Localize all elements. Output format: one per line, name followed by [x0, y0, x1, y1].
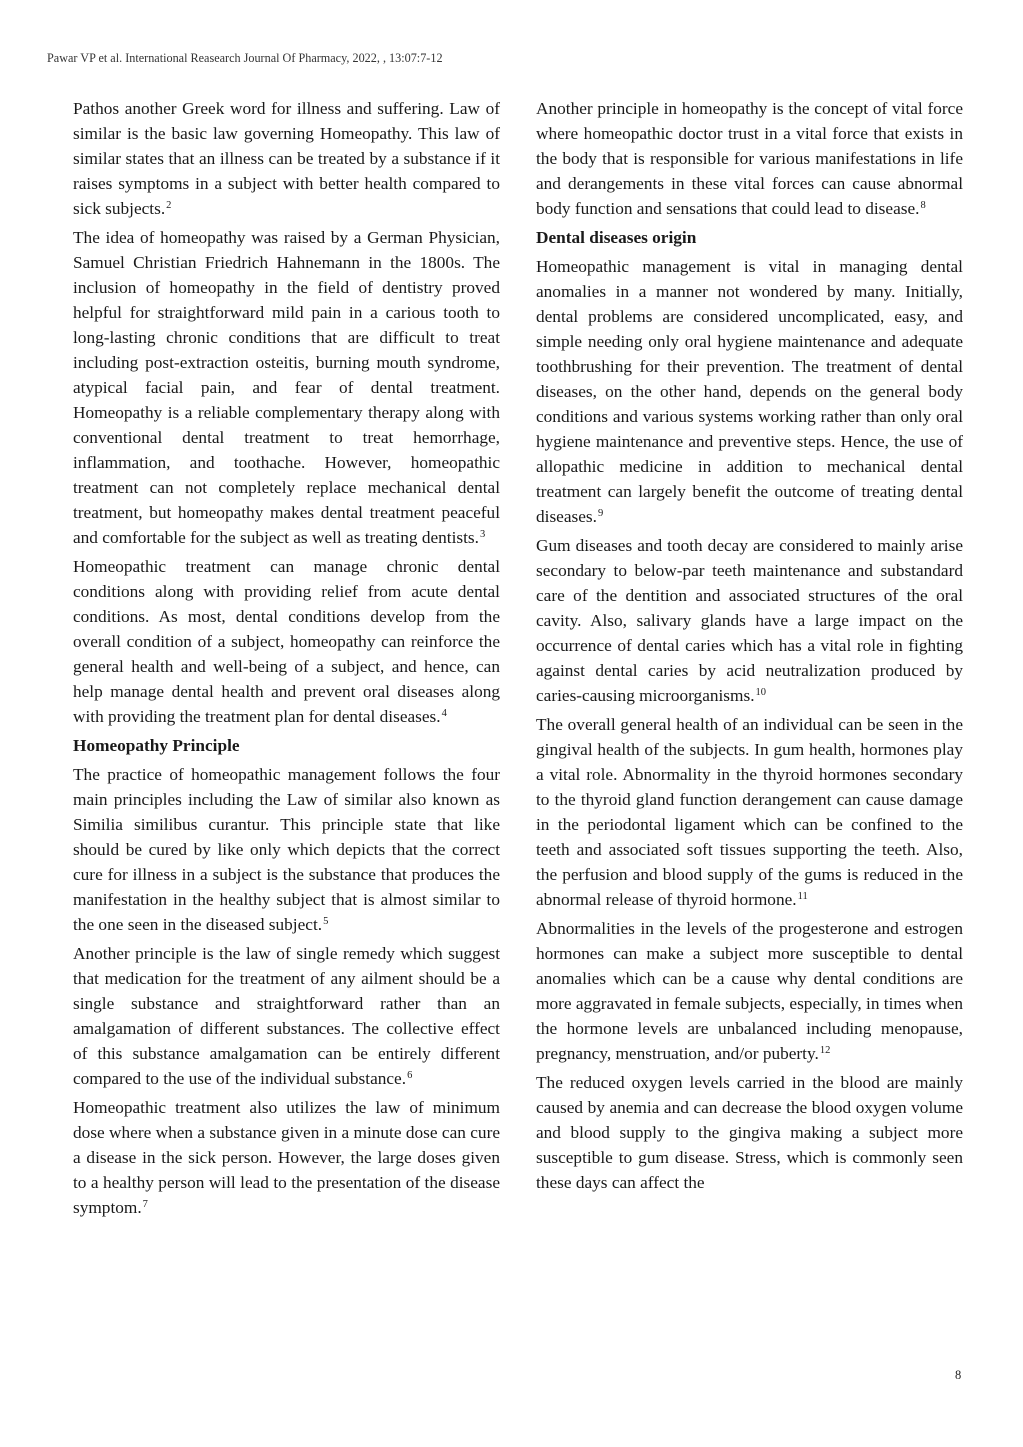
paragraph	[73, 1095, 500, 1220]
paragraph-text: The idea of homeopathy was raised by a German Physician, Samuel Christian Friedrich Hahnemann in the 1800s. The inclusion of homeopathy in the field of dentistry proved helpful for straightforward mild pain in a carious tooth to long-lasting chronic conditions that are difficult to treat including post-extraction osteitis, burning mouth syndrome, atypical facial pain, and fear of dental treatment. Homeopathy is a reliable complementary therapy along with conventional dental treatment to treat hemorrhage, inflammation, and toothache. However, homeopathic treatment can not completely replace mechanical dental treatment, but homeopathy makes dental treatment peaceful and comfortable for the subject as well as treating dentists.	[73, 228, 500, 547]
citation-ref: 4	[441, 707, 447, 719]
citation-ref: 3	[479, 528, 486, 540]
section-heading: Homeopathy Principle	[73, 736, 240, 755]
right-column	[536, 96, 963, 1199]
paragraph	[536, 96, 963, 221]
paragraph-text: The overall general health of an individual can be seen in the gingival health of the subjects. In gum health, hormones play a vital role. Abnormality in the thyroid hormones secondary to the thyroid gland function derangement can cause damage in the periodontal ligament which can be confined to the teeth and associated soft tissues supporting the teeth. Also, the perfusion and blood supply of the gums is reduced in the abnormal release of thyroid hormone.	[536, 715, 963, 909]
paragraph-text: The reduced oxygen levels carried in the blood are mainly caused by anemia and can decrease the blood oxygen volume and blood supply to the gingiva making a subject more susceptible to gum disease. Stress, which is commonly seen these days can affect the	[536, 1073, 963, 1192]
paragraph-text: Pathos another Greek word for illness and suffering. Law of similar is the basic law governing Homeopathy. This law of similar states that an illness can be treated by a substance if it raises symptoms in a subject with better health compared to sick subjects.	[73, 99, 500, 218]
citation-ref: 7	[142, 1198, 148, 1210]
running-header: Pawar VP et al. International Reasearch Journal Of Pharmacy, 2022, , 13:07:7-12	[47, 51, 443, 65]
paragraph-text: Another principle in homeopathy is the concept of vital force where homeopathic doctor trust in a vital force that exists in the body that is responsible for various manifestations in life and derangements in these vital forces can cause abnormal body function and sensations that could lead to disease.	[536, 99, 963, 218]
paragraph-text: Homeopathic management is vital in managing dental anomalies in a manner not wondered by many. Initially, dental problems are considered uncomplicated, easy, and simple needing only oral hygiene maintenance and adequate toothbrushing for their prevention. The treatment of dental diseases, on the other hand, depends on the general body conditions and various systems working rather than only oral hygiene maintenance and preventive steps. Hence, the use of allopathic medicine in addition to mechanical dental treatment can largely benefit the outcome of treating dental diseases.	[536, 257, 963, 526]
paragraph-text: Gum diseases and tooth decay are considered to mainly arise secondary to below-par teeth maintenance and substandard care of the dentition and associated structures of the oral cavity. Also, salivary glands have a large impact on the occurrence of dental caries which has a vital role in fighting against dental caries by acid neutralization produced by caries-causing microorganisms.	[536, 536, 963, 705]
citation-ref: 6	[407, 1069, 413, 1081]
section-heading: Dental diseases origin	[536, 228, 697, 247]
paragraph	[536, 916, 963, 1066]
paragraph	[536, 1070, 963, 1195]
citation-ref: 12	[819, 1044, 831, 1056]
paragraph	[73, 762, 500, 937]
citation-ref: 9	[597, 507, 604, 519]
paragraph-text: Homeopathic treatment also utilizes the law of minimum dose where when a substance given in a minute dose can cure a disease in the sick person. However, the large doses given to a healthy person will lead to the presentation of the disease symptom.	[73, 1098, 500, 1217]
paragraph	[73, 96, 500, 221]
paragraph-text: The practice of homeopathic management follows the four main principles including the Law of similar also known as Similia similibus curantur. This principle state that like should be cured by like only which depicts that the correct cure for illness in a subject is the substance that produces the manifestation in the healthy subject that is almost similar to the one seen in the diseased subject.	[73, 765, 500, 934]
paragraph	[73, 941, 500, 1091]
paragraph	[73, 225, 500, 550]
left-column	[73, 96, 500, 1224]
page-number: 8	[955, 1368, 962, 1382]
paragraph	[536, 533, 963, 708]
paragraph-text: Abnormalities in the levels of the progesterone and estrogen hormones can make a subject more susceptible to dental anomalies which can be a cause why dental conditions are more aggravated in female subjects, especially, in times when the hormone levels are unbalanced including menopause, pregnancy, menstruation, and/or puberty.	[536, 919, 963, 1063]
paragraph-text: Another principle is the law of single remedy which suggest that medication for the treatment of any ailment should be a single substance and straightforward rather than an amalgamation of different substances. The collective effect of this substance amalgamation can be entirely different compared to the use of the individual substance.	[73, 944, 500, 1088]
paragraph	[536, 712, 963, 912]
citation-ref: 11	[797, 890, 808, 902]
citation-ref: 5	[323, 915, 329, 927]
paragraph-text: Homeopathic treatment can manage chronic dental conditions along with providing relief from acute dental conditions. As most, dental conditions develop from the overall condition of a subject, homeopathy can reinforce the general health and well-being of a subject, and hence, can help manage dental health and prevent oral diseases along with providing the treatment plan for dental diseases.	[73, 557, 500, 726]
citation-ref: 10	[755, 686, 767, 698]
citation-ref: 2	[166, 199, 172, 211]
paragraph	[536, 254, 963, 529]
citation-ref: 8	[920, 199, 926, 211]
paragraph	[73, 554, 500, 729]
